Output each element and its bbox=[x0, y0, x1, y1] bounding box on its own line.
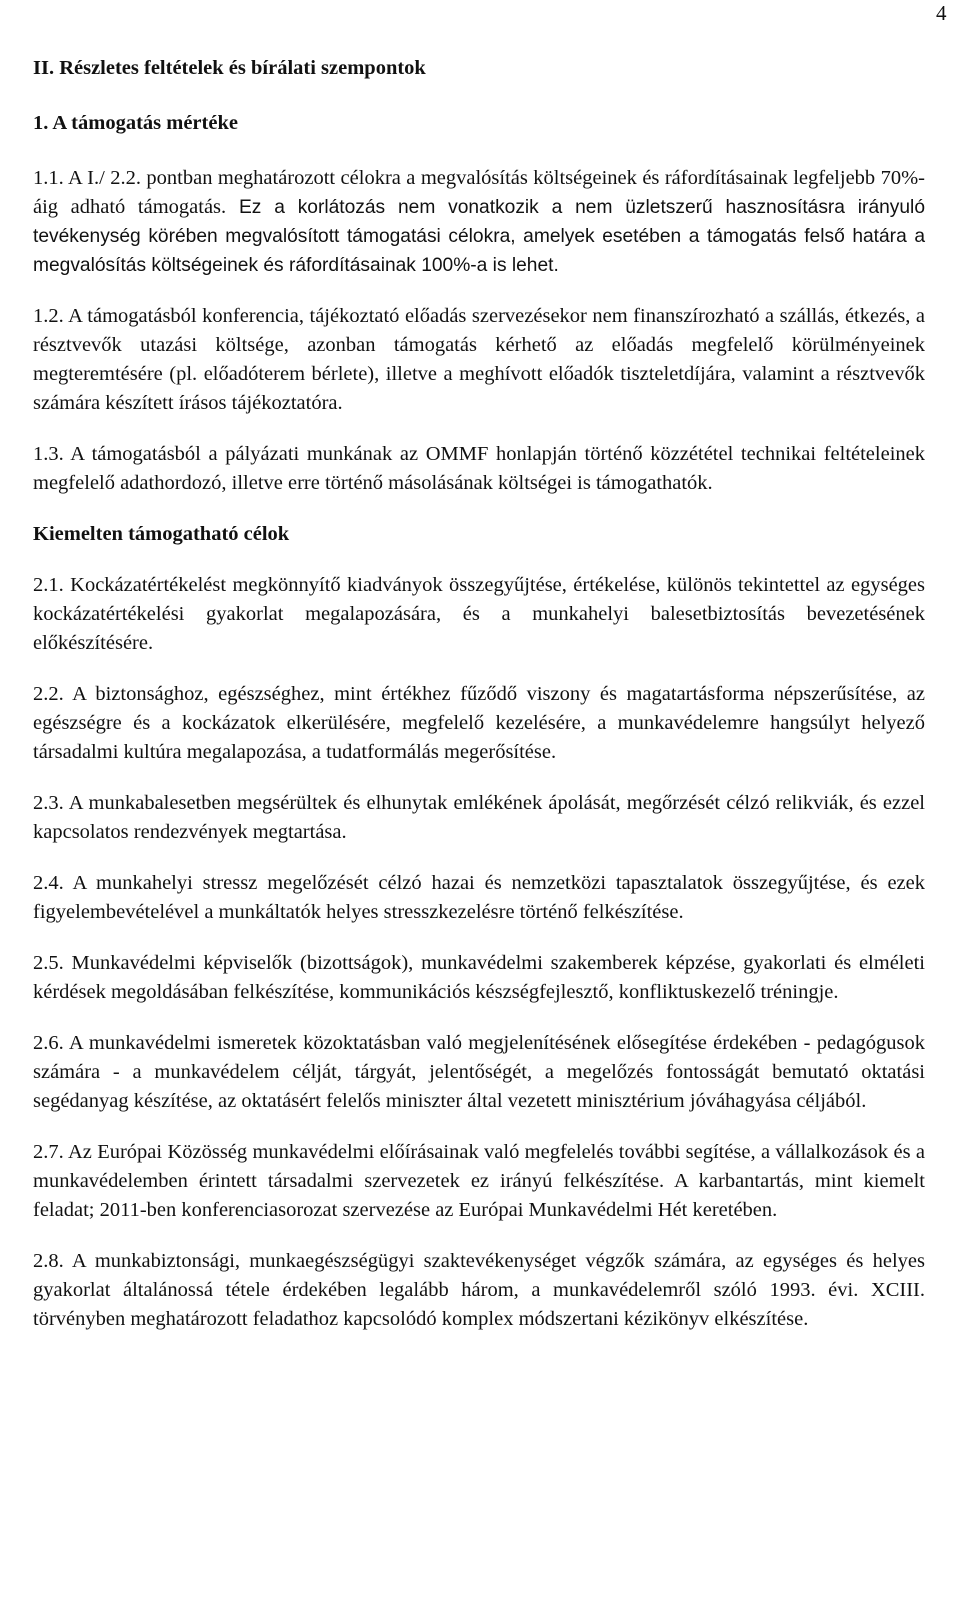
paragraph-1-1-rest: Ez a korlátozás nem vonatkozik a nem üzletszerű hasznosításra irányuló tevékenység körében megvalósított támogatási célokra, amelyek esetében a támogatás felső határa a megvalósítás költségeinek és ráfordításainak 100%-a is lehet. bbox=[33, 197, 925, 276]
priority-item-2-3: 2.3. A munkabalesetben megsérültek és elhunytak emlékének ápolását, megőrzését célzó relikviák, és ezzel kapcsolatos rendezvények megtartása. bbox=[33, 792, 925, 843]
section-title: II. Részletes feltételek és bírálati szempontok bbox=[33, 57, 426, 79]
priority-item-2-6: 2.6. A munkavédelmi ismeretek közoktatásban való megjelenítésének elősegítése érdekében - pedagógusok számára - a munkavédelem célját, tárgyát, jelentőségét, a megelőzés fontosságát bemutató oktatási segédanyag készítése, az oktatásért felelős miniszter által vezetett minisztérium jóváhagyása céljából. bbox=[33, 1032, 925, 1112]
page-number: 4 bbox=[936, 1, 947, 25]
priority-item-2-4: 2.4. A munkahelyi stressz megelőzését célzó hazai és nemzetközi tapasztalatok összegyűjtése, és ezek figyelembevételével a munkáltatók helyes stresszkezelésre történő felkészítése. bbox=[33, 872, 925, 923]
priority-heading: Kiemelten támogatható célok bbox=[33, 523, 290, 545]
paragraph-1-1-start: 1.1. A I./ 2.2. pontban meghatározott célokra a megvalósítás költségeinek és ráfordításainak legfeljebb 70%-áig adható támogatás. bbox=[33, 167, 925, 218]
paragraph-1-1 bbox=[33, 164, 925, 280]
priority-item-2-1: 2.1. Kockázatértékelést megkönnyítő kiadványok összegyűjtése, értékelése, különös tekintettel az egységes kockázatértékelési gyakorlat megalapozására, és a munkahelyi balesetbiztosítás bevezetésének előkészítésére. bbox=[33, 574, 925, 654]
document-body bbox=[33, 54, 925, 1334]
priority-item-2-2: 2.2. A biztonsághoz, egészséghez, mint értékhez fűződő viszony és magatartásforma népszerűsítése, az egészségre és a kockázatok elkerülésére, megfelelő kezelésére, a munkavédelemre hangsúlyt helyező társadalmi kultúra megalapozása, a tudatformálás megerősítése. bbox=[33, 683, 925, 763]
priority-item-2-5: 2.5. Munkavédelmi képviselők (bizottságok), munkavédelmi szakemberek képzése, gyakorlati és elméleti kérdések megoldásában felkészítése, kommunikációs készségfejlesztő, konfliktuskezelő tréningje. bbox=[33, 952, 925, 1003]
priority-item-2-7: 2.7. Az Európai Közösség munkavédelmi előírásainak való megfelelés további segítése, a vállalkozások és a munkavédelemben érintett társadalmi szervezetek ez irányú felkészítése. A karbantartás, mint kiemelt feladat; 2011-ben konferenciasorozat szervezése az Európai Munkavédelmi Hét keretében. bbox=[33, 1141, 925, 1221]
priority-item-2-8: 2.8. A munkabiztonsági, munkaegészségügyi szaktevékenységet végzők számára, az egységes és helyes gyakorlat általánossá tétele érdekében legalább három, a munkavédelemről szóló 1993. évi. XCIII. törvényben meghatározott feladathoz kapcsolódó komplex módszertani kézikönyv elkészítése. bbox=[33, 1250, 925, 1330]
subsection-title: 1. A támogatás mértéke bbox=[33, 112, 238, 134]
paragraph-1-3: 1.3. A támogatásból a pályázati munkának az OMMF honlapján történő közzététel technikai feltételeinek megfelelő adathordozó, illetve erre történő másolásának költségei is támogathatók. bbox=[33, 443, 925, 494]
paragraph-1-2: 1.2. A támogatásból konferencia, tájékoztató előadás szervezésekor nem finanszírozható a szállás, étkezés, a résztvevők utazási költsége, azonban támogatás kérhető az előadás megfelelő körülményeinek megteremtésére (pl. előadóterem bérlete), illetve a meghívott előadók tiszteletdíjára, valamint a résztvevők számára készített írásos tájékoztatóra. bbox=[33, 305, 925, 414]
